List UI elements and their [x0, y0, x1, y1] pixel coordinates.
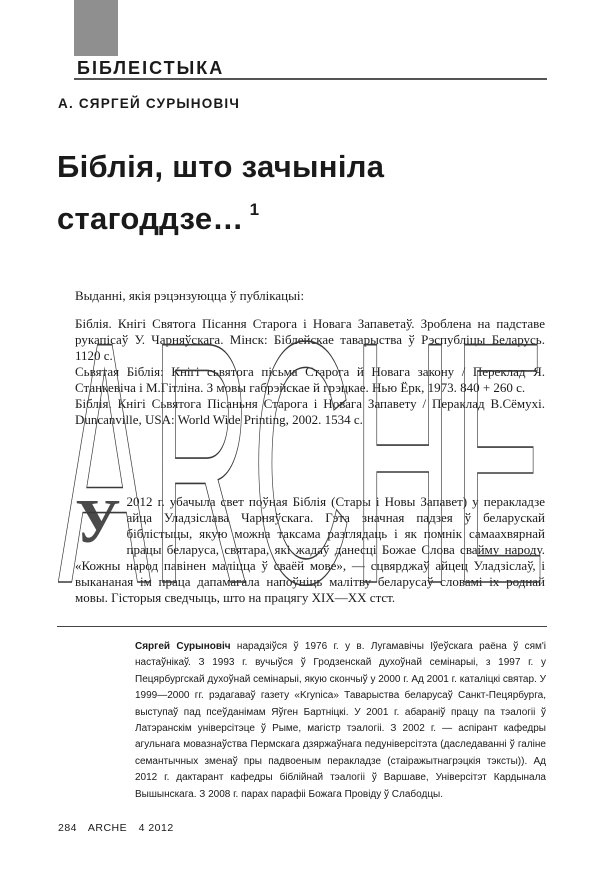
drop-cap: У — [75, 488, 121, 556]
body-paragraph-text: 2012 г. убачыла свет поўная Біблія (Стары і Новы Запавет) у перакладзе айца Уладзіслава Чарняўскага. Гэта значная падзея ў беларускай біблістыцы, якую можна таксама разглядаць і як помнік самаахвярнай працы беларуса, святара, які жадаў данесці Божае Слова свайму народу. «Кожны народ павінен маліцца ў сваёй мове», — сцвярджаў айцец Уладзіслаў, і выкананая ім праца дапамагала напоўніць малітву беларусаў словамі іх роднай мовы. Гісторыя сведчыць, што на працягу XIX—XX стст. — [75, 494, 545, 605]
bio-divider — [57, 626, 547, 627]
page-footer — [58, 822, 182, 834]
bio-author-name: Сяргей Сурыновіч — [135, 641, 231, 652]
section-divider — [74, 78, 547, 80]
reviewed-books — [75, 288, 545, 428]
title-footnote-mark: 1 — [249, 200, 260, 219]
journal-issue: 4 2012 — [138, 822, 174, 834]
title-line-2: стагоддзе… — [57, 201, 244, 236]
article-body — [75, 488, 545, 606]
section-color-tab — [74, 0, 118, 56]
book-entry-2: Сьвятая Біблія: Кнігі сьвятога пісьма Старога й Новага закону / Переклад Я. Станкевіча і М.Гітліна. З мовы габрэйскае й грэцкае. Нью Ёрк, 1973. 840 + 260 с. — [75, 364, 545, 395]
watermark-text: ARCHE — [58, 271, 546, 624]
article-author: А. СЯРГЕЙ СУРЫНОВІЧ — [58, 96, 241, 111]
book-entry-3: Біблія. Кнігі Сьвятога Пісаньня Старога і Новага Запавету / Пераклад В.Сёмухі. Duncanville, USA: World Wide Printing, 2002. 1534 с. — [75, 396, 545, 427]
section-title: БІБЛЕІСТЫКА — [77, 58, 225, 78]
journal-name: ARCHE — [87, 822, 128, 834]
book-entry-1: Біблія. Кнігі Святога Пісання Старога і Новага Запаветаў. Зроблена на падставе рукапісаў У. Чарняўскага. Мінск: Біблейскае таварыства ў Рэспубліцы Беларусь. 1120 с. — [75, 316, 545, 363]
article-title — [57, 145, 497, 240]
page-number: 284 — [58, 822, 78, 834]
author-bio — [135, 639, 546, 803]
title-line-1: Біблія, што зачыніла — [57, 149, 385, 184]
bio-text: нарадзіўся ў 1976 г. у в. Лугамавічы Іўеўскага раёна ў сям'і настаўнікаў. З 1993 г. вучыўся ў Гродзенскай духоўнай семінарыі, з 1997 г. у Пецярбургскай духоўнай семінарыі, якую скончыў у 2000 г. Ад 2001 г. каталіцкі святар. У 1999—2000 гг. рэдагаваў газету «Krynica» Таварыства беларусаў Санкт-Пецярбурга, выступаў пад псеўданімам Яўген Бартніцкі. У 2001 г. абараніў працу па тэалогіі ў Латэранскім універсітэце ў Рыме, магістр тэалогіі. З 2002 г. — аспірант кафедры агульнага мовазнаўства Пермскага дзяржаўнага педуніверсітэта (даследаванні ў галіне семантычных зменаў пры падвоеным перакладзе (стаіражытнагрэцкія тэксты)). Ад 2012 г. дактарант кафедры біблійнай тэалогіі ў Варшаве, Універсітэт Кардынала Вышынскага. З 2008 г. парах парафіі Божага Провіду ў Слабодцы. — [135, 641, 546, 800]
body-paragraph — [75, 488, 545, 606]
reviewed-books-intro: Выданні, якія рэцэнзуюцца ў публікацыі: — [75, 288, 305, 303]
